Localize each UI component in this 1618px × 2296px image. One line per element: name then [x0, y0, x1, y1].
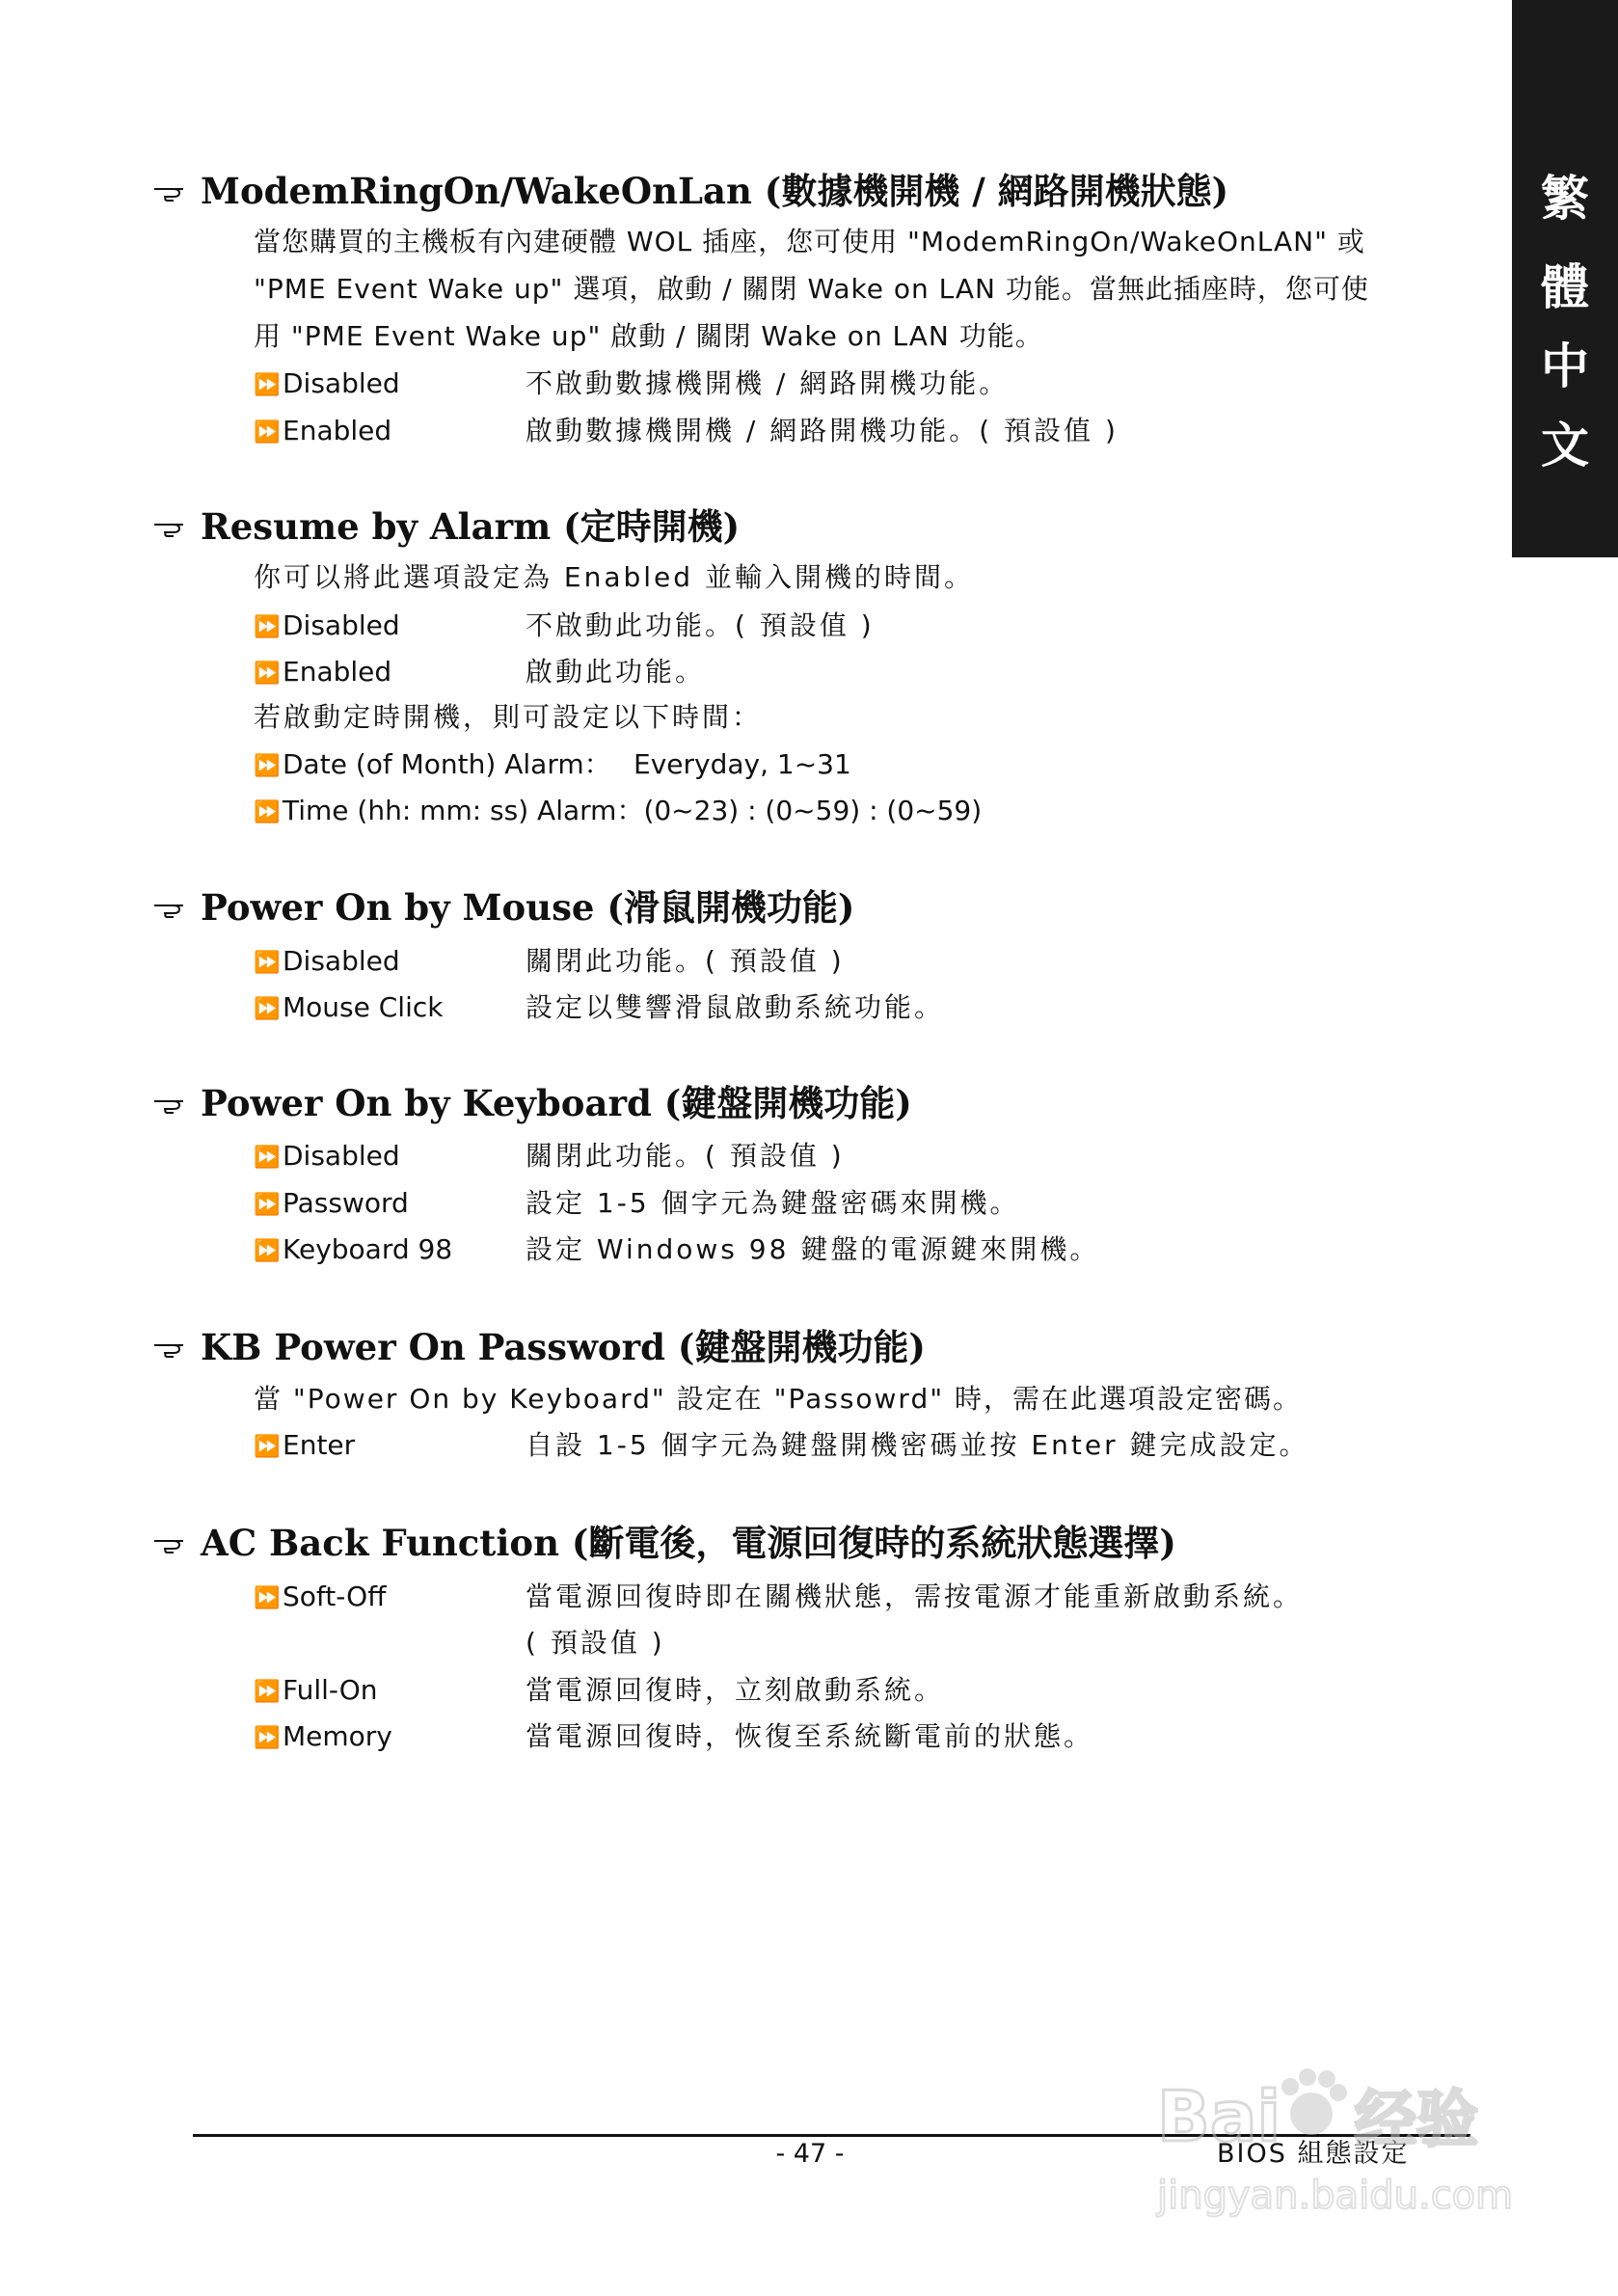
- double-arrow-icon: ⏩: [254, 997, 281, 1021]
- pointing-hand-icon: [152, 174, 187, 208]
- alarm-date-value: Everyday, 1~31: [634, 748, 851, 780]
- section-heading-power-on-keyboard: [201, 1078, 912, 1128]
- option-description-continued: ( 預設值 ): [526, 1627, 665, 1659]
- option-soft-off: [254, 1574, 386, 1620]
- option-description: 關閉此功能。( 預設值 ): [526, 1140, 845, 1172]
- svg-text:Bai: Bai: [1157, 2076, 1281, 2157]
- option-label: Time (hh: mm: ss) Alarm：(0~23) : (0~59) : (0~59): [283, 795, 983, 826]
- double-arrow-icon: ⏩: [254, 754, 281, 778]
- baidu-watermark-logo: [1147, 2054, 1533, 2247]
- paragraph-line: 用 "PME Event Wake up" 啟動 / 關閉 Wake on LAN 功能。: [254, 320, 1043, 352]
- double-arrow-icon: ⏩: [254, 420, 281, 445]
- option-disabled: [254, 938, 400, 985]
- paragraph-line: 你可以將此選項設定為 Enabled 並輸入開機的時間。: [254, 561, 974, 593]
- paragraph-line: 當 "Power On by Keyboard" 設定在 "Passowrd" 時，需在此選項設定密碼。: [254, 1383, 1303, 1415]
- option-label: Enabled: [283, 656, 392, 688]
- section-heading-power-on-mouse: [201, 882, 854, 932]
- alarm-time-option: [254, 788, 982, 834]
- double-arrow-icon: ⏩: [254, 1146, 281, 1170]
- option-label: Mouse Click: [283, 991, 444, 1023]
- side-tab-char: 中: [1541, 338, 1589, 394]
- alarm-date-option: [254, 742, 611, 788]
- option-label: Enter: [283, 1429, 356, 1461]
- option-disabled: [254, 361, 400, 407]
- option-description: 設定 Windows 98 鍵盤的電源鍵來開機。: [526, 1233, 1100, 1265]
- option-label: Soft-Off: [283, 1580, 387, 1612]
- option-description: 當電源回復時，立刻啟動系統。: [526, 1674, 945, 1706]
- option-label: Full-On: [283, 1674, 378, 1706]
- double-arrow-icon: ⏩: [254, 373, 281, 397]
- language-side-tab: [1512, 0, 1618, 557]
- section-title: ModemRingOn/WakeOnLan (數據機開機 / 網路開機狀態): [201, 170, 1229, 212]
- double-arrow-icon: ⏩: [254, 800, 281, 824]
- section-heading-kb-power-on-password: [201, 1322, 926, 1372]
- pointing-hand-icon: [152, 1086, 187, 1121]
- pointing-hand-icon: [152, 1526, 187, 1560]
- option-label: Enabled: [283, 415, 392, 446]
- page-number: - 47 -: [775, 2139, 845, 2169]
- pointing-hand-icon: [152, 509, 187, 544]
- pointing-hand-icon: [152, 890, 187, 925]
- side-tab-char: 繁: [1541, 170, 1589, 227]
- option-label: Password: [283, 1187, 409, 1219]
- option-disabled: [254, 1133, 400, 1179]
- option-password: [254, 1180, 409, 1227]
- section-heading-ac-back-function: [201, 1518, 1176, 1568]
- footer-section-label: BIOS 組態設定: [1217, 2139, 1410, 2169]
- side-tab-char: 文: [1541, 417, 1589, 473]
- paragraph-line: 當您購買的主機板有內建硬體 WOL 插座，您可使用 "ModemRingOn/WakeOnLAN" 或: [254, 226, 1365, 257]
- double-arrow-icon: ⏩: [254, 1726, 281, 1750]
- double-arrow-icon: ⏩: [254, 1586, 281, 1610]
- section-heading-wakeonlan: [201, 166, 1228, 216]
- svg-text:jingyan.baidu.com: jingyan.baidu.com: [1157, 2174, 1514, 2218]
- alarm-note: 若啟動定時開機，則可設定以下時間：: [254, 701, 763, 733]
- option-enter: [254, 1422, 355, 1469]
- section-title: AC Back Function (斷電後，電源回復時的系統狀態選擇): [201, 1522, 1176, 1564]
- pointing-hand-icon: [152, 1330, 187, 1364]
- section-title: KB Power On Password (鍵盤開機功能): [201, 1326, 926, 1368]
- option-description: 啟動數據機開機 / 網路開機功能。( 預設值 ): [526, 415, 1119, 446]
- double-arrow-icon: ⏩: [254, 1239, 281, 1263]
- section-title: Power On by Mouse (滑鼠開機功能): [201, 886, 855, 929]
- svg-text:经验: 经验: [1355, 2085, 1478, 2156]
- option-full-on: [254, 1667, 378, 1714]
- option-mouse-click: [254, 985, 443, 1031]
- section-title: Power On by Keyboard (鍵盤開機功能): [201, 1082, 912, 1124]
- option-label: Date (of Month) Alarm：: [283, 748, 611, 780]
- option-description: 啟動此功能。: [526, 656, 706, 688]
- side-tab-char: 體: [1541, 258, 1589, 315]
- double-arrow-icon: ⏩: [254, 1193, 281, 1217]
- option-description: 自設 1-5 個字元為鍵盤開機密碼並按 Enter 鍵完成設定。: [526, 1429, 1309, 1461]
- option-description: 不啟動數據機開機 / 網路開機功能。: [526, 367, 1010, 399]
- option-description: 當電源回復時，恢復至系統斷電前的狀態。: [526, 1720, 1094, 1752]
- option-description: 設定以雙響滑鼠啟動系統功能。: [526, 991, 945, 1023]
- option-label: Keyboard 98: [283, 1233, 453, 1265]
- option-enabled: [254, 408, 391, 454]
- option-label: Disabled: [283, 945, 400, 977]
- paragraph-line: "PME Event Wake up" 選項，啟動 / 關閉 Wake on LAN 功能。當無此插座時，您可使: [254, 273, 1369, 305]
- option-keyboard-98: [254, 1227, 452, 1273]
- double-arrow-icon: ⏩: [254, 951, 281, 975]
- double-arrow-icon: ⏩: [254, 1680, 281, 1704]
- option-enabled: [254, 649, 391, 695]
- section-heading-resume-by-alarm: [201, 501, 740, 552]
- option-label: Disabled: [283, 609, 400, 641]
- option-memory: [254, 1714, 392, 1760]
- option-disabled: [254, 603, 400, 649]
- option-label: Memory: [283, 1720, 392, 1752]
- option-label: Disabled: [283, 1140, 400, 1172]
- double-arrow-icon: ⏩: [254, 662, 281, 686]
- option-label: Disabled: [283, 367, 400, 399]
- double-arrow-icon: ⏩: [254, 1435, 281, 1459]
- section-title: Resume by Alarm (定時開機): [201, 505, 741, 548]
- option-description: 不啟動此功能。( 預設值 ): [526, 609, 875, 641]
- option-description: 關閉此功能。( 預設值 ): [526, 945, 845, 977]
- option-description: 當電源回復時即在關機狀態，需按電源才能重新啟動系統。: [526, 1580, 1304, 1612]
- double-arrow-icon: ⏩: [254, 615, 281, 639]
- option-description: 設定 1-5 個字元為鍵盤密碼來開機。: [526, 1187, 1020, 1219]
